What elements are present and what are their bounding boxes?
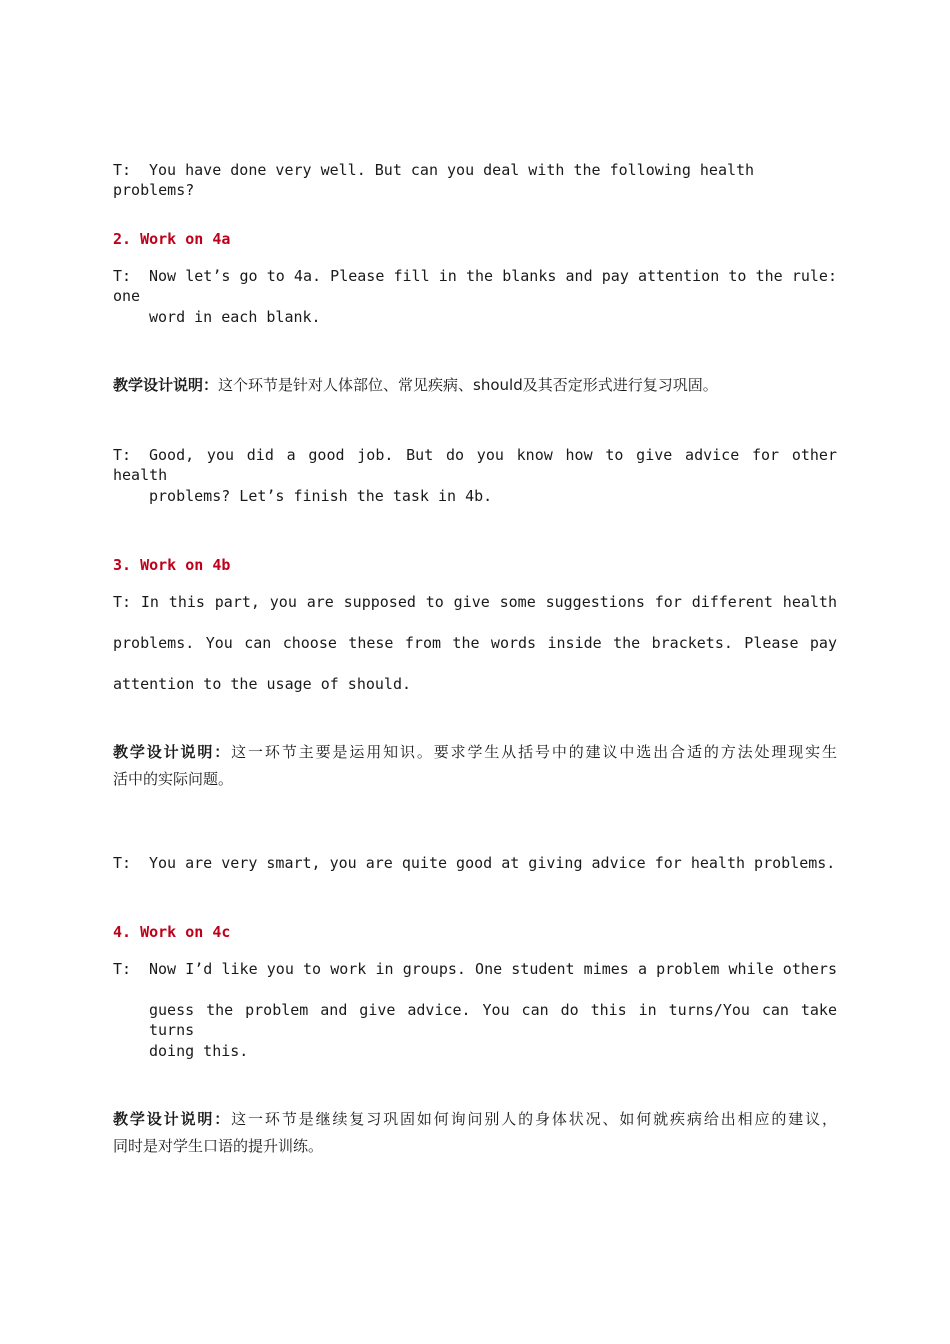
- paragraph-teacher-1: [113, 160, 837, 200]
- paragraph-teacher-4-line1: T: In this part, you are supposed to give some suggestions for different health: [113, 593, 837, 611]
- speaker-label: T:: [113, 267, 132, 285]
- paragraph-teacher-6-line2: guess the problem and give advice. You can do this in turns/You can take turns: [149, 1001, 837, 1039]
- note-text-2: 活中的实际问题。: [113, 770, 234, 788]
- text: You are very smart, you are quite good at giving advice for health problems.: [149, 854, 836, 872]
- paragraph-teacher-5: [113, 853, 837, 873]
- paragraph-teacher-6-line3: doing this.: [149, 1042, 249, 1060]
- paragraph-teacher-2-line2: word in each blank.: [149, 308, 321, 326]
- text: Good, you did a good job. But do you know how to give advice for other health: [113, 446, 837, 484]
- note-text: 这一环节主要是运用知识。要求学生从括号中的建议中选出合适的方法处理现实生: [231, 743, 837, 761]
- speaker-label: T:: [113, 854, 132, 872]
- note-text: 这一环节是继续复习巩固如何询问别人的身体状况、如何就疾病给出相应的建议，: [231, 1110, 837, 1128]
- note-text: 这个环节是针对人体部位、常见疾病、should及其否定形式进行复习巩固。: [218, 376, 718, 394]
- paragraph-teacher-3-line1: [113, 445, 837, 485]
- design-note-3: [113, 1109, 837, 1156]
- text: Now I’d like you to work in groups. One student mimes a problem while others: [149, 960, 837, 978]
- speaker-label: T:: [113, 960, 132, 978]
- paragraph-teacher-4-line3: attention to the usage of should.: [113, 675, 412, 693]
- heading-work-4a: 2. Work on 4a: [113, 230, 231, 248]
- heading-work-4c: 4. Work on 4c: [113, 923, 231, 941]
- paragraph-teacher-3-line2: problems? Let’s finish the task in 4b.: [149, 487, 493, 505]
- paragraph-teacher-4-line2: problems. You can choose these from the words inside the brackets. Please pay: [113, 634, 837, 652]
- speaker-label: T:: [113, 446, 132, 464]
- text: Now let’s go to 4a. Please fill in the blanks and pay attention to the rule: one: [113, 267, 837, 305]
- speaker-label: T:: [113, 161, 132, 179]
- note-text-2: 同时是对学生口语的提升训练。: [113, 1137, 324, 1155]
- paragraph-teacher-2-line1: [113, 266, 837, 306]
- paragraph-teacher-6-line1: [113, 959, 837, 979]
- note-label: 教学设计说明：: [113, 1110, 232, 1128]
- text: You have done very well. But can you deal with the following health problems?: [113, 161, 755, 199]
- design-note-2: [113, 742, 837, 789]
- heading-work-4b: 3. Work on 4b: [113, 556, 231, 574]
- note-label: 教学设计说明：: [113, 376, 219, 394]
- design-note-1: [113, 375, 837, 395]
- note-label: 教学设计说明：: [113, 743, 232, 761]
